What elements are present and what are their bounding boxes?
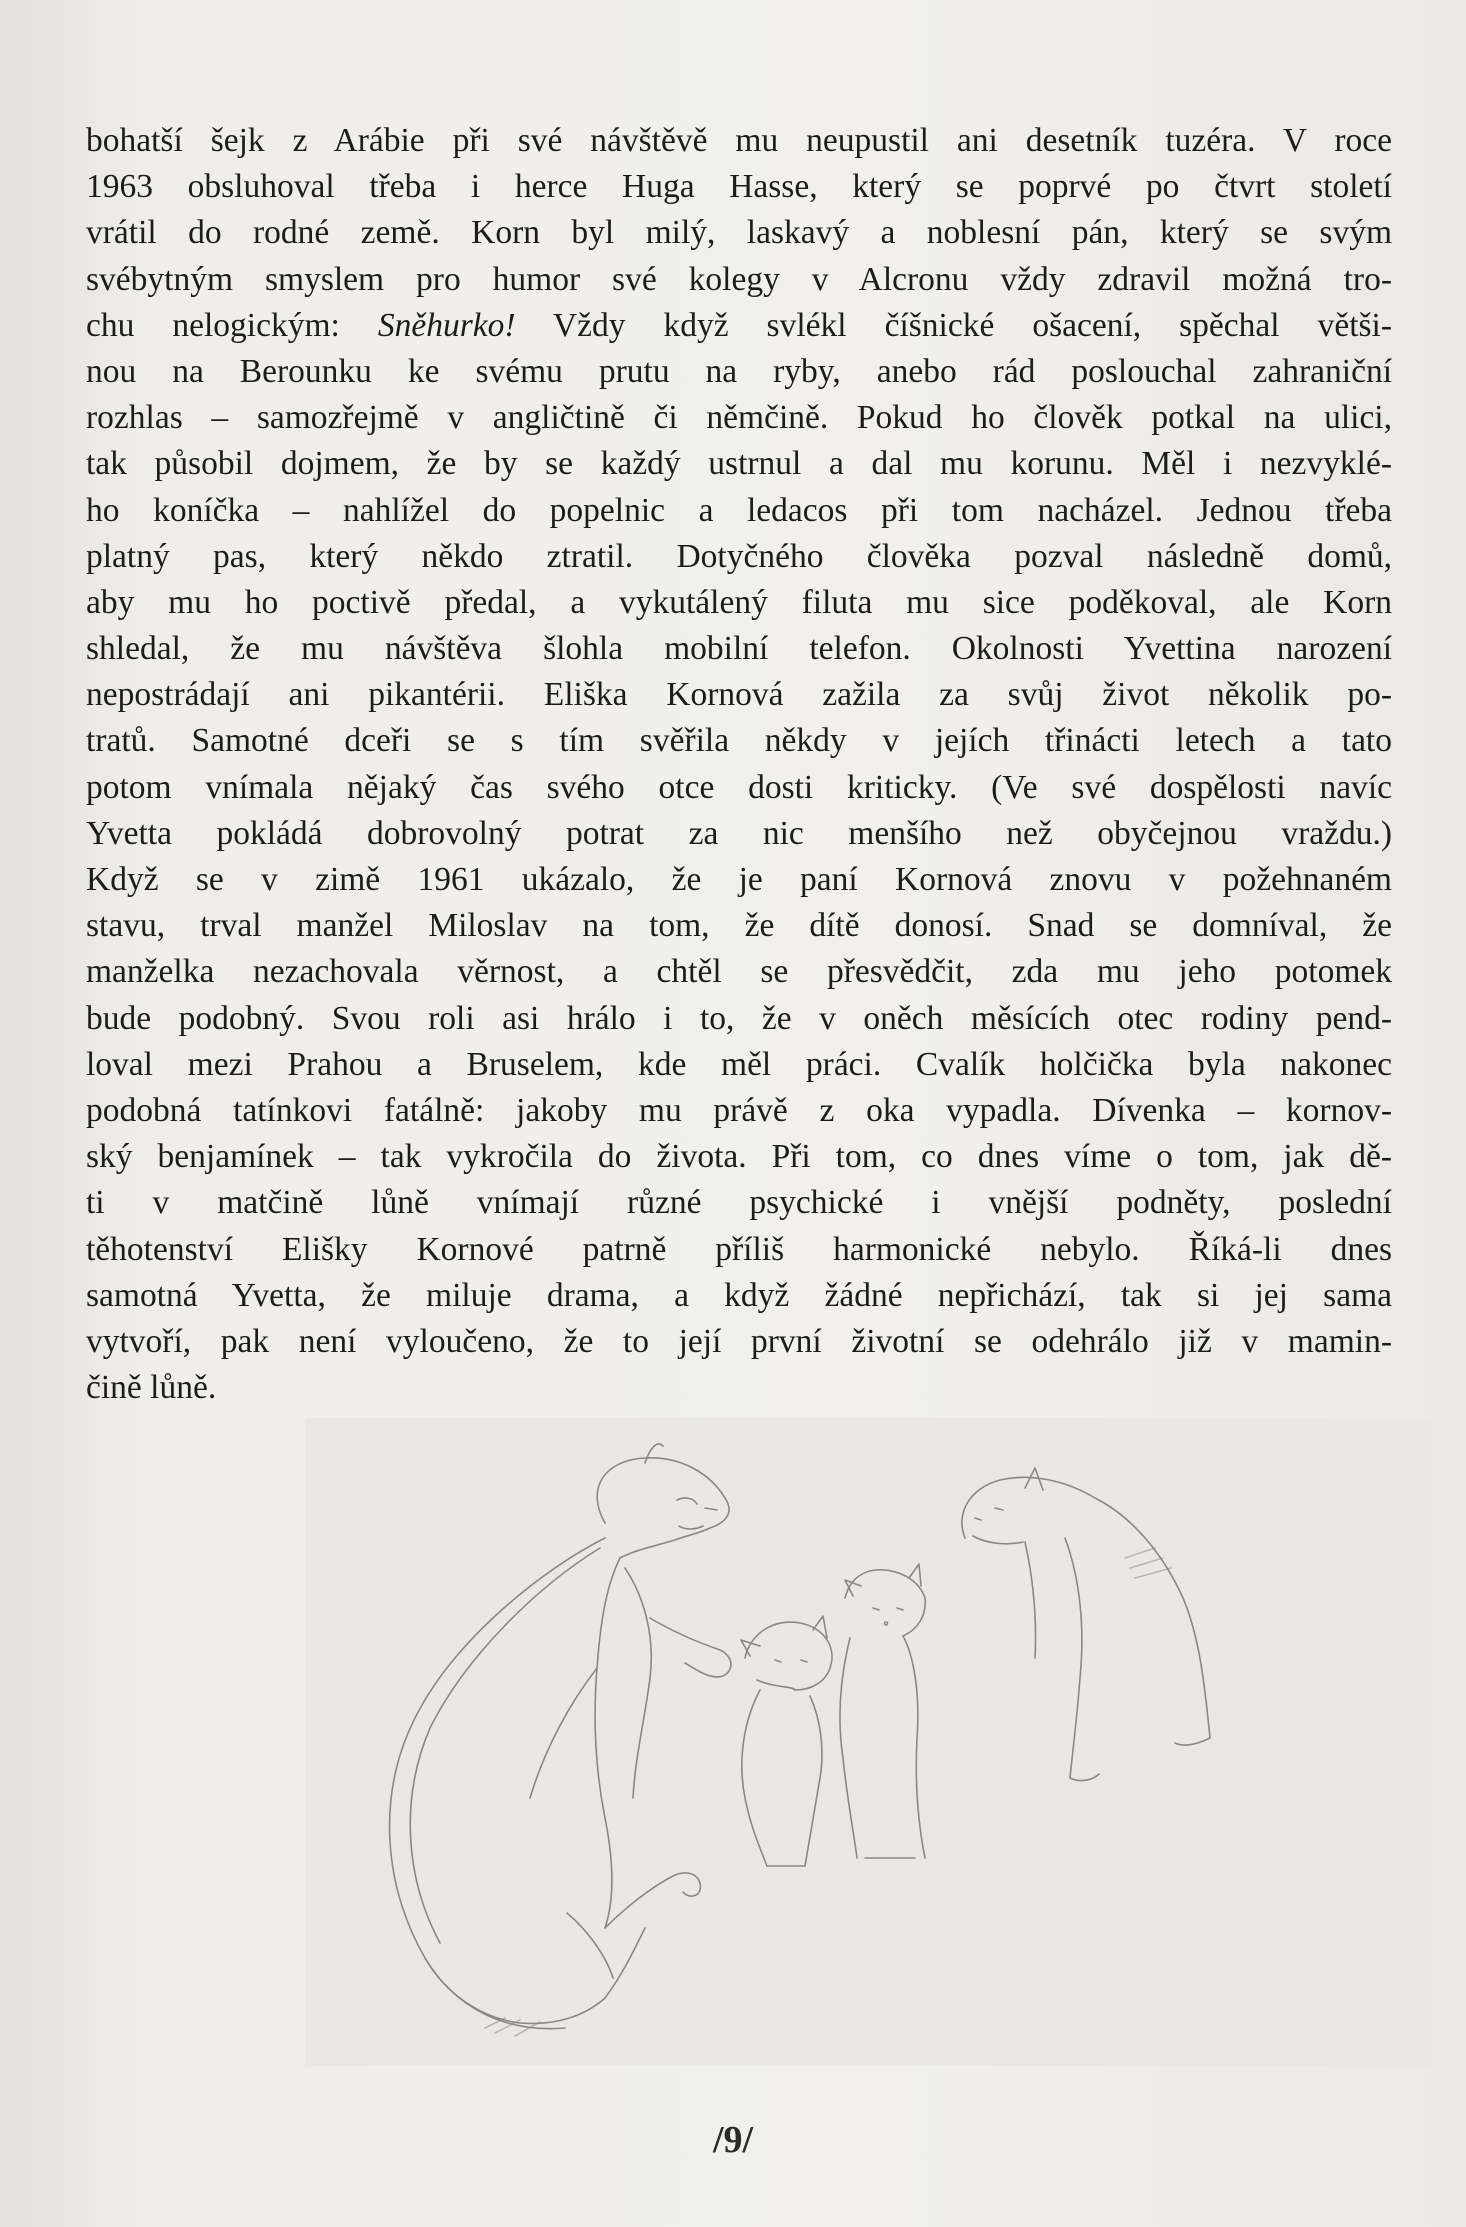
text-line [86, 303, 1392, 349]
sitting-cat-sketch [840, 1564, 925, 1858]
text-line: 1963 obsluhoval třeba i herce Huga Hasse, který se poprvé po čtvrt století [86, 168, 1392, 206]
italic-greeting: Sněhurko! [377, 306, 516, 344]
text-line: samotná Yvetta, že miluje drama, a když žádné nepřichází, tak si jej sama [86, 1276, 1392, 1314]
text-line: nepostrádají ani pikantérii. Eliška Kornová zažila za svůj život několik po- [86, 676, 1392, 714]
text-line: vytvoří, pak není vyloučeno, že to její první životní se odehrálo již v mamin- [86, 1322, 1392, 1360]
text-line: bude podobný. Svou roli asi hrálo i to, že v oněch měsících otec rodiny pend- [86, 999, 1392, 1037]
text-line: vrátil do rodné země. Korn byl milý, laskavý a noblesní pán, který se svým [86, 214, 1392, 252]
text-line: podobná tatínkovi fatálně: jakoby mu právě z oka vypadla. Dívenka – kornov- [86, 1091, 1392, 1129]
text-line: loval mezi Prahou a Bruselem, kde měl práci. Cvalík holčička byla nakonec [86, 1045, 1392, 1083]
text-line: Když se v zimě 1961 ukázalo, že je paní Kornová znovu v požehnaném [86, 861, 1392, 898]
text-line: ti v matčině lůně vnímají různé psychické i vnější podněty, poslední [86, 1184, 1392, 1222]
text-line: Yvetta pokládá dobrovolný potrat za nic menšího než obyčejnou vraždu.) [86, 814, 1392, 852]
text-line: rozhlas – samozřejmě v angličtině či němčině. Pokud ho člověk potkal na ulici, [86, 399, 1392, 437]
small-cat-sketch [741, 1616, 832, 1866]
text-line: shledal, že mu návštěva šlohla mobilní telefon. Okolnosti Yvettina narození [86, 630, 1392, 668]
pencil-sketch-drawing [305, 1418, 1434, 2066]
text-line: těhotenství Elišky Kornové patrně příliš harmonické nebylo. Říká-li dnes [86, 1230, 1392, 1268]
text-line: stavu, trval manžel Miloslav na tom, že dítě donosí. Snad se domníval, že [86, 907, 1392, 945]
text-line: platný pas, který někdo ztratil. Dotyčného člověka pozval následně domů, [86, 537, 1392, 575]
text-line: svébytným smyslem pro humor své kolegy v Alcronu vždy zdravil možná tro- [86, 260, 1392, 298]
body-text [86, 118, 1392, 1411]
text-line: nou na Berounku ke svému prutu na ryby, anebo rád poslouchal zahraniční [86, 352, 1392, 390]
text-line-last: čině lůně. [86, 1369, 217, 1407]
standing-cat-sketch [390, 1444, 731, 2029]
text-line-start: chu nelogickým: [86, 306, 378, 344]
animal-sketch-illustration [305, 1418, 1434, 2066]
text-line: tratů. Samotné dceři se s tím svěřila někdy v jejích třinácti letech a tato [86, 722, 1392, 760]
text-line: ho koníčka – nahlížel do popelnic a ledacos při tom nacházel. Jednou třeba [86, 491, 1392, 529]
text-line: potom vnímala nějaký čas svého otce dosti kriticky. (Ve své dospělosti navíc [86, 768, 1392, 806]
crouching-cat-sketch [962, 1468, 1210, 1781]
text-line: aby mu ho poctivě předal, a vykutálený filuta mu sice poděkoval, ale Korn [86, 583, 1392, 621]
text-line: ský benjamínek – tak vykročila do života. Při tom, co dnes víme o tom, jak dě- [86, 1138, 1392, 1176]
text-line-end: Vždy když svlékl číšnické ošacení, spěchal větši- [515, 306, 1392, 344]
page-number: /9/ [712, 2119, 754, 2161]
text-line: manželka nezachovala věrnost, a chtěl se přesvědčit, zda mu jeho potomek [86, 953, 1392, 991]
text-line: bohatší šejk z Arábie při své návštěvě mu neupustil ani desetník tuzéra. V roce [86, 122, 1392, 159]
text-line: tak působil dojmem, že by se každý ustrnul a dal mu korunu. Měl i nezvyklé- [86, 445, 1392, 483]
